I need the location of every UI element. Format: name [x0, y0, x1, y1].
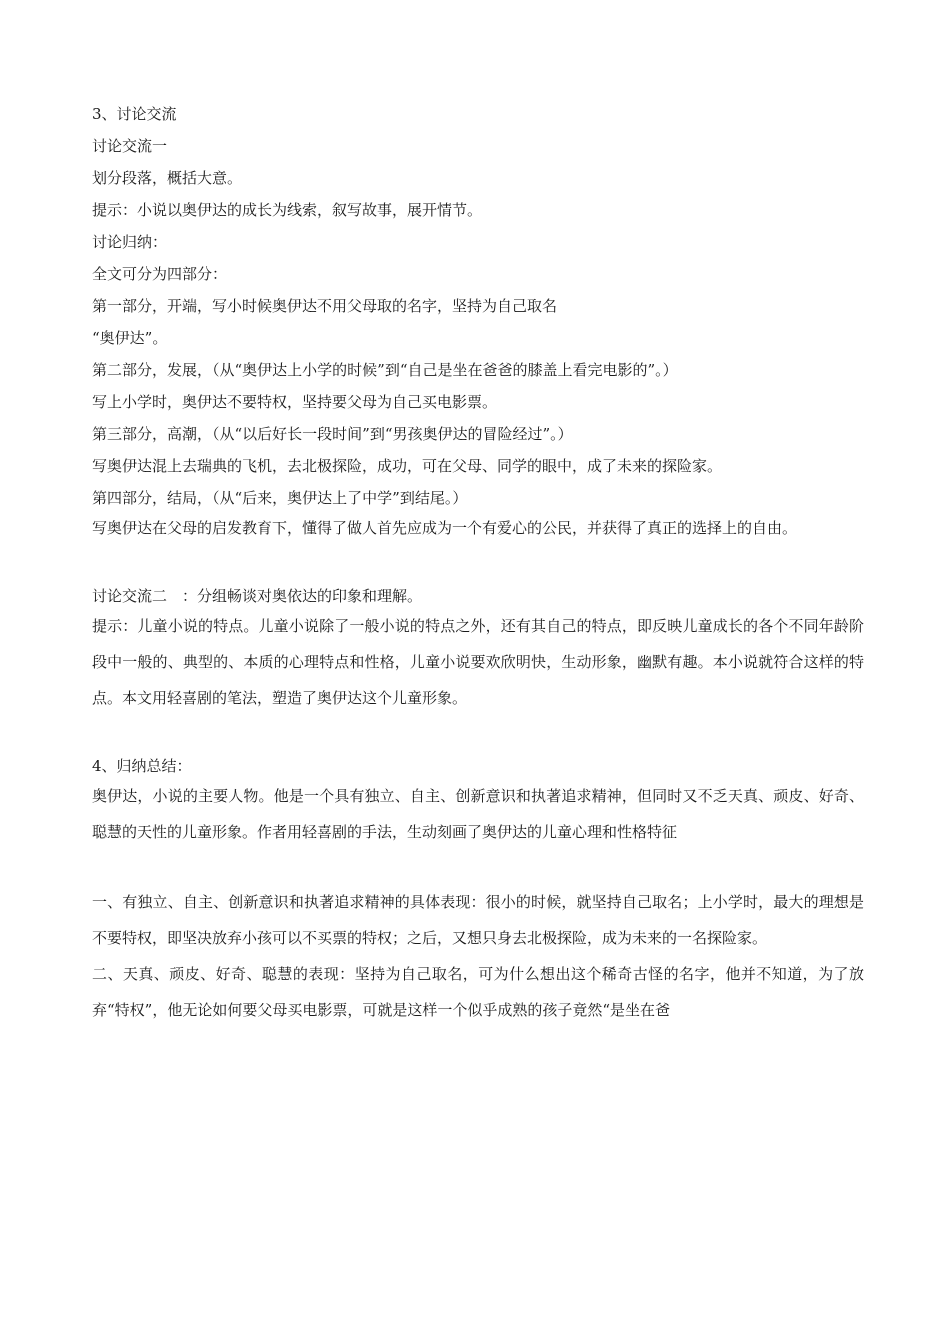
spacer — [92, 850, 864, 884]
part-3-description: 写奥伊达混上去瑞典的飞机，去北极探险，成功，可在父母、同学的眼中，成了未来的探险家。 — [92, 457, 723, 475]
discussion-1-heading: 讨论交流一 — [92, 137, 168, 155]
spacer — [92, 546, 864, 580]
part-4-description: 写奥伊达在父母的启发教育下，懂得了做人首先应成为一个有爱心的公民，并获得了真正的选择上的自由。 — [92, 519, 798, 537]
section-4-summary: 奥伊达，小说的主要人物。他是一个具有独立、自主、创新意识和执著追求精神，但同时又不乏天真、顽皮、好奇、聪慧的天性的儿童形象。作者用轻喜剧的手法，生动刻画了奥伊达的儿童心理和性格特征 — [92, 787, 864, 841]
document-page — [92, 98, 864, 1028]
spacer — [92, 716, 864, 750]
discussion-1-summary-intro: 全文可分为四部分： — [92, 265, 228, 283]
discussion-1-hint: 提示：小说以奥伊达的成长为线索，叙写故事，展开情节。 — [92, 201, 483, 219]
section-3-heading: 3、讨论交流 — [92, 105, 177, 123]
part-3-title: 第三部分，高潮，（从“以后好长一段时间”到“男孩奥伊达的冒险经过”。） — [92, 425, 573, 443]
discussion-2-heading: 讨论交流二 ：分组畅谈对奥依达的印象和理解。 — [92, 587, 423, 605]
discussion-2-hint: 提示：儿童小说的特点。儿童小说除了一般小说的特点之外，还有其自己的特点，即反映儿童成长的各个不同年龄阶段中一般的、典型的、本质的心理特点和性格，儿童小说要欢欣明快，生动形象，幽默有趣。本小说就符合这样的特点。本文用轻喜剧的笔法，塑造了奥伊达这个儿童形象。 — [92, 617, 864, 707]
discussion-1-task: 划分段落，概括大意。 — [92, 169, 243, 187]
part-4-title: 第四部分，结局，（从“后来，奥伊达上了中学”到结尾。） — [92, 489, 468, 507]
point-1-paragraph: 一、有独立、自主、创新意识和执著追求精神的具体表现：很小的时候，就坚持自己取名；上小学时，最大的理想是不要特权，即坚决放弃小孩可以不买票的特权；之后，又想只身去北极探险，成为未来的一名探险家。 — [92, 893, 864, 947]
discussion-1-summary-label: 讨论归纳： — [92, 233, 168, 251]
point-2-paragraph: 二、天真、顽皮、好奇、聪慧的表现：坚持为自己取名，可为什么想出这个稀奇古怪的名字，他并不知道，为了放弃“特权”，他无论如何要父母买电影票，可就是这样一个似乎成熟的孩子竟然“是坐在爸 — [92, 965, 864, 1019]
part-1-line-a: 第一部分，开端，写小时候奥伊达不用父母取的名字，坚持为自己取名 — [92, 297, 558, 315]
part-1-line-b: “奥伊达”。 — [92, 329, 168, 347]
section-4-heading: 4、归纳总结： — [92, 757, 192, 775]
part-2-title: 第二部分，发展，（从“奥伊达上小学的时候”到“自己是坐在爸爸的膝盖上看完电影的”。） — [92, 361, 678, 379]
part-2-description: 写上小学时，奥伊达不要特权，坚持要父母为自己买电影票。 — [92, 393, 498, 411]
